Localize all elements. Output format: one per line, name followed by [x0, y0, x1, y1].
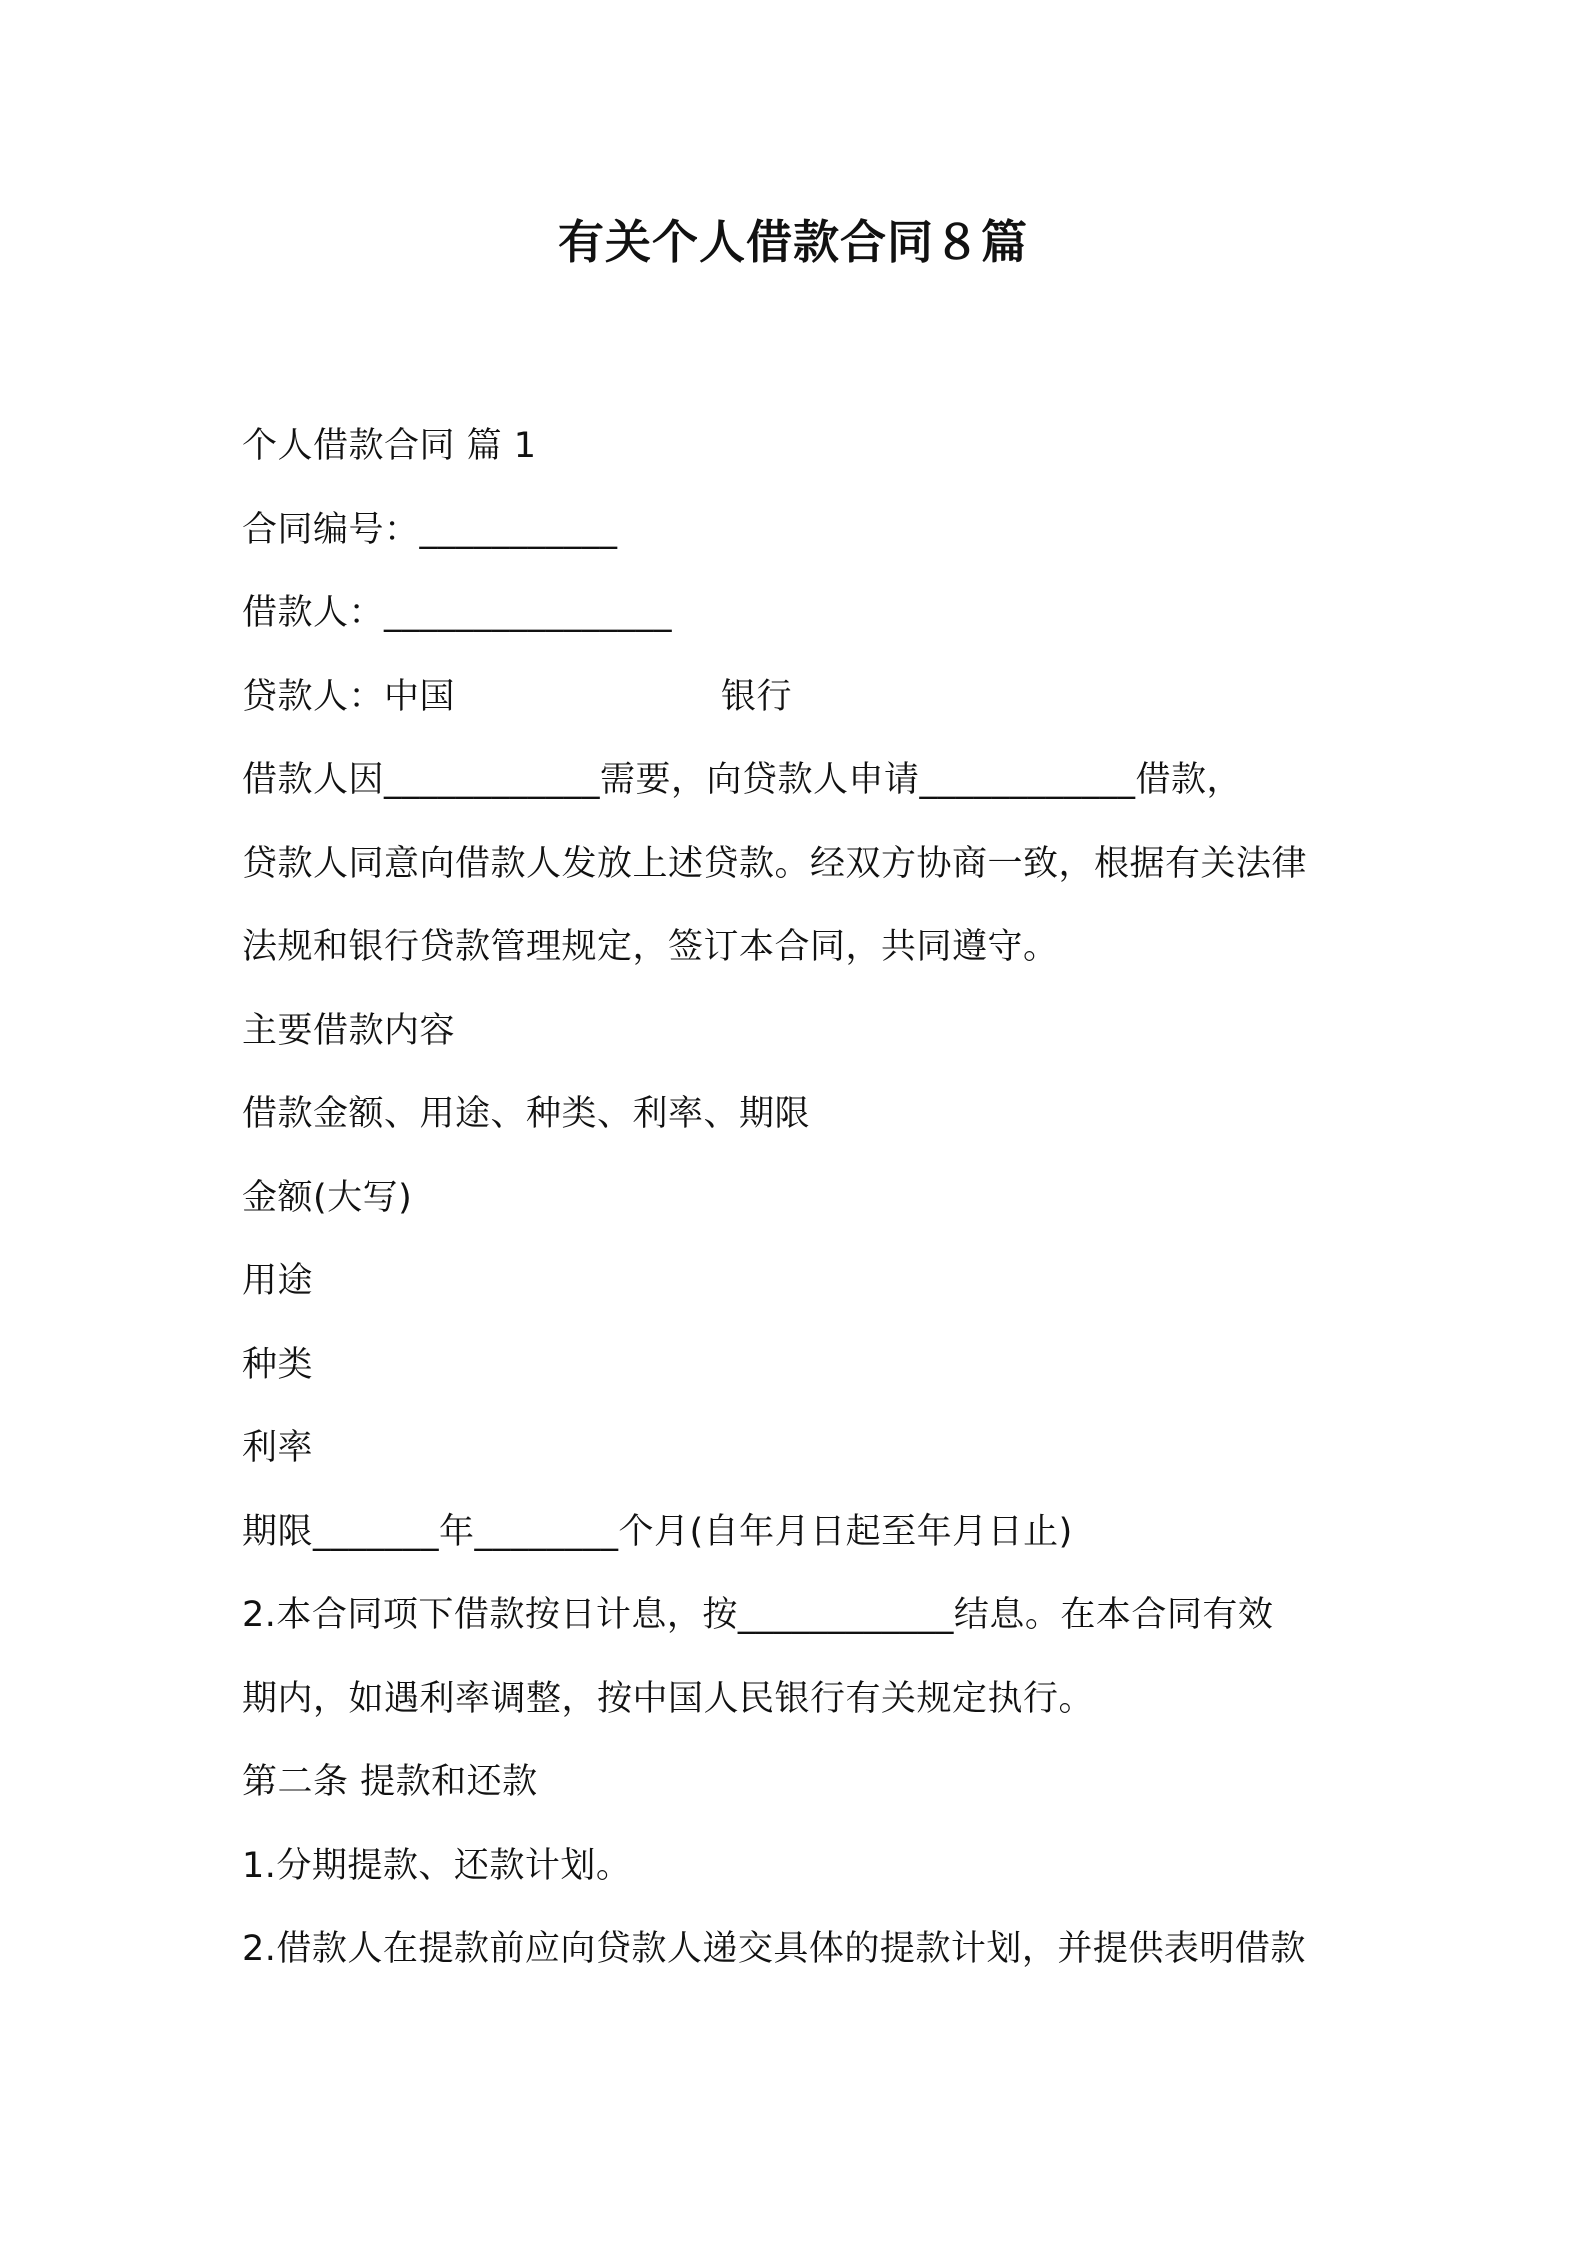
paragraph-line: 法规和银行贷款管理规定，签订本合同，共同遵守。: [242, 927, 1059, 967]
paragraph-line: 借款人因____________需要，向贷款人申请____________借款，: [242, 760, 1243, 800]
paragraph-line: 2.本合同项下借款按日计息，按____________结息。在本合同有效: [242, 1595, 1274, 1635]
document-title: 有关个人借款合同８篇: [558, 215, 1028, 269]
paragraph-line: 期内，如遇利率调整，按中国人民银行有关规定执行。: [242, 1678, 1095, 1719]
field-line: 种类: [242, 1344, 314, 1385]
paragraph-line: 借款金额、用途、种类、利率、期限: [242, 1094, 811, 1134]
field-line: 利率: [242, 1428, 314, 1468]
section-heading: 主要借款内容: [242, 1010, 456, 1051]
field-line: 用途: [242, 1261, 314, 1301]
paragraph-line: 1.分期提款、还款计划。: [242, 1845, 632, 1886]
lender-label: 贷款人：中国: [242, 676, 456, 717]
borrower-line: 借款人：________________: [242, 593, 673, 633]
lender-suffix: 银行: [721, 676, 793, 717]
section-heading: 个人借款合同 篇 1: [242, 426, 537, 466]
field-line: 期限_______年________个月(自年月日起至年月日止): [242, 1511, 1073, 1552]
contract-number-line: 合同编号：___________: [242, 509, 618, 550]
paragraph-line: 贷款人同意向借款人发放上述贷款。经双方协商一致，根据有关法律: [242, 843, 1308, 884]
document-body: [242, 405, 1362, 1992]
paragraph-line: 2.借款人在提款前应向贷款人递交具体的提款计划，并提供表明借款: [242, 1929, 1306, 1969]
field-line: 金额(大写): [242, 1177, 413, 1218]
section-heading: 第二条 提款和还款: [242, 1762, 538, 1802]
lender-line: [242, 656, 1362, 740]
